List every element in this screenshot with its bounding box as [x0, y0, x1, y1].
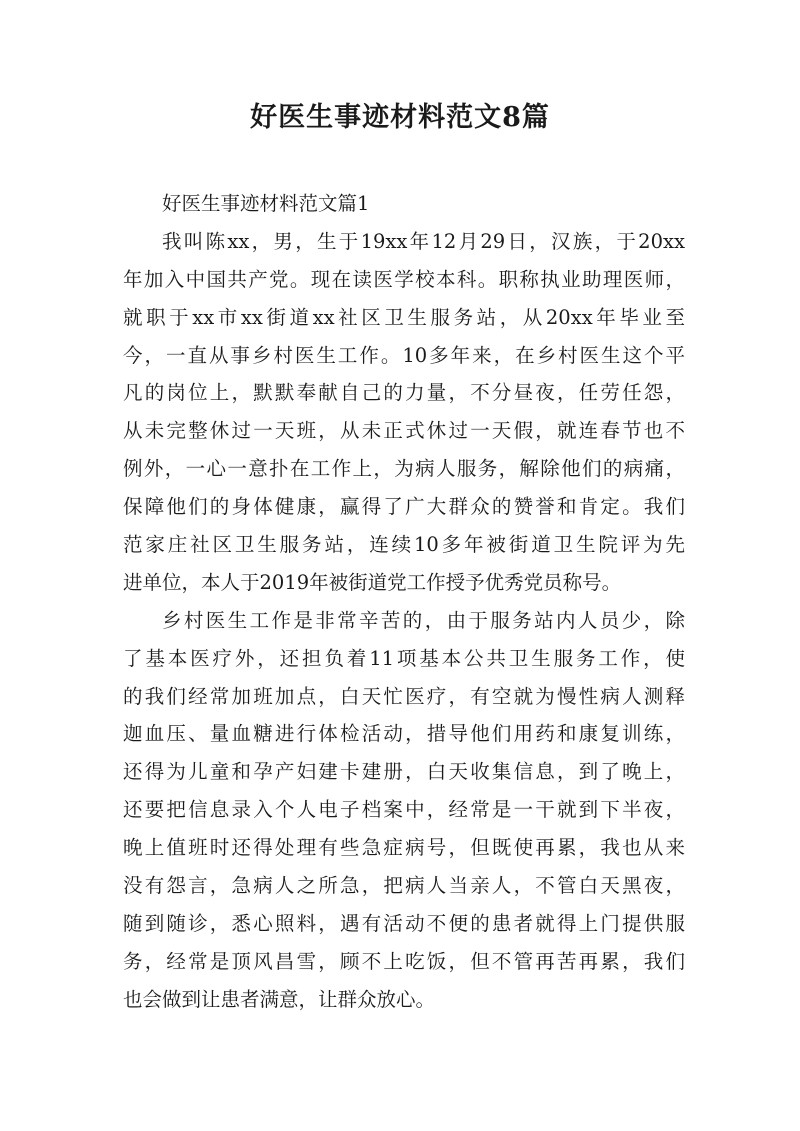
paragraph-line: 没有怨言，急病人之所急，把病人当亲人，不管白天黑夜， — [123, 874, 685, 898]
paragraph-line: 的我们经常加班加点，白天忙医疗，有空就为慢性病人测释 — [123, 684, 685, 708]
paragraph-line: 务，经常是顶风昌雪，顾不上吃饭，但不管再苦再累，我们 — [123, 949, 685, 973]
section-heading: 好医生事迹材料范文篇1 — [162, 192, 370, 215]
paragraph-line: 保障他们的身体健康，赢得了广大群众的赞誉和肯定。我们 — [123, 495, 685, 519]
paragraph-line: 晚上值班时还得处理有些急症病号，但既使再累，我也从来 — [123, 836, 685, 860]
paragraph-line: 就职于xx市xx街道xx社区卫生服务站，从20xx年毕业至 — [123, 305, 685, 329]
paragraph-line: 凡的岗位上，默默奉献自己的力量，不分昼夜，任劳任怨， — [123, 381, 685, 405]
paragraph-1 — [123, 223, 685, 602]
paragraph-line: 乡村医生工作是非常辛苦的，由于服务站内人员少，除 — [162, 608, 685, 632]
paragraph-line: 从未完整休过一天班，从未正式休过一天假，就连春节也不 — [123, 419, 685, 443]
paragraph-line: 也会做到让患者满意，让群众放心。 — [123, 987, 436, 1011]
paragraph-2 — [123, 602, 685, 1019]
paragraph-line: 还要把信息录入个人电子档案中，经常是一干就到下半夜， — [123, 798, 685, 822]
paragraph-line: 我叫陈xx，男，生于19xx年12月29日，汉族，于20xx — [162, 229, 685, 253]
document-title: 好医生事迹材料范文8篇 — [250, 102, 550, 133]
paragraph-line: 还得为儿童和孕产妇建卡建册，白天收集信息，到了晚上， — [123, 760, 685, 784]
paragraph-line: 进单位，本人于2019年被街道党工作授予优秀党员称号。 — [123, 570, 622, 594]
paragraph-line: 了基本医疗外，还担负着11项基本公共卫生服务工作，使 — [123, 646, 685, 670]
paragraph-line: 随到随诊，悉心照料，遇有活动不便的患者就得上门提供服 — [123, 911, 685, 935]
paragraph-line: 今，一直从事乡村医生工作。10多年来，在乡村医生这个平 — [123, 343, 685, 367]
paragraph-line: 迦血压、量血糖进行体检活动，措导他们用药和康复训练， — [123, 722, 685, 746]
document-body — [123, 185, 685, 1019]
paragraph-line: 例外，一心一意扑在工作上，为病人服务，解除他们的病痛， — [123, 457, 685, 481]
paragraph-line: 年加入中国共产党。现在读医学校本科。职称执业助理医师， — [123, 267, 685, 291]
paragraph-line: 范家庄社区卫生服务站，连续10多年被街道卫生院评为先 — [123, 533, 685, 557]
